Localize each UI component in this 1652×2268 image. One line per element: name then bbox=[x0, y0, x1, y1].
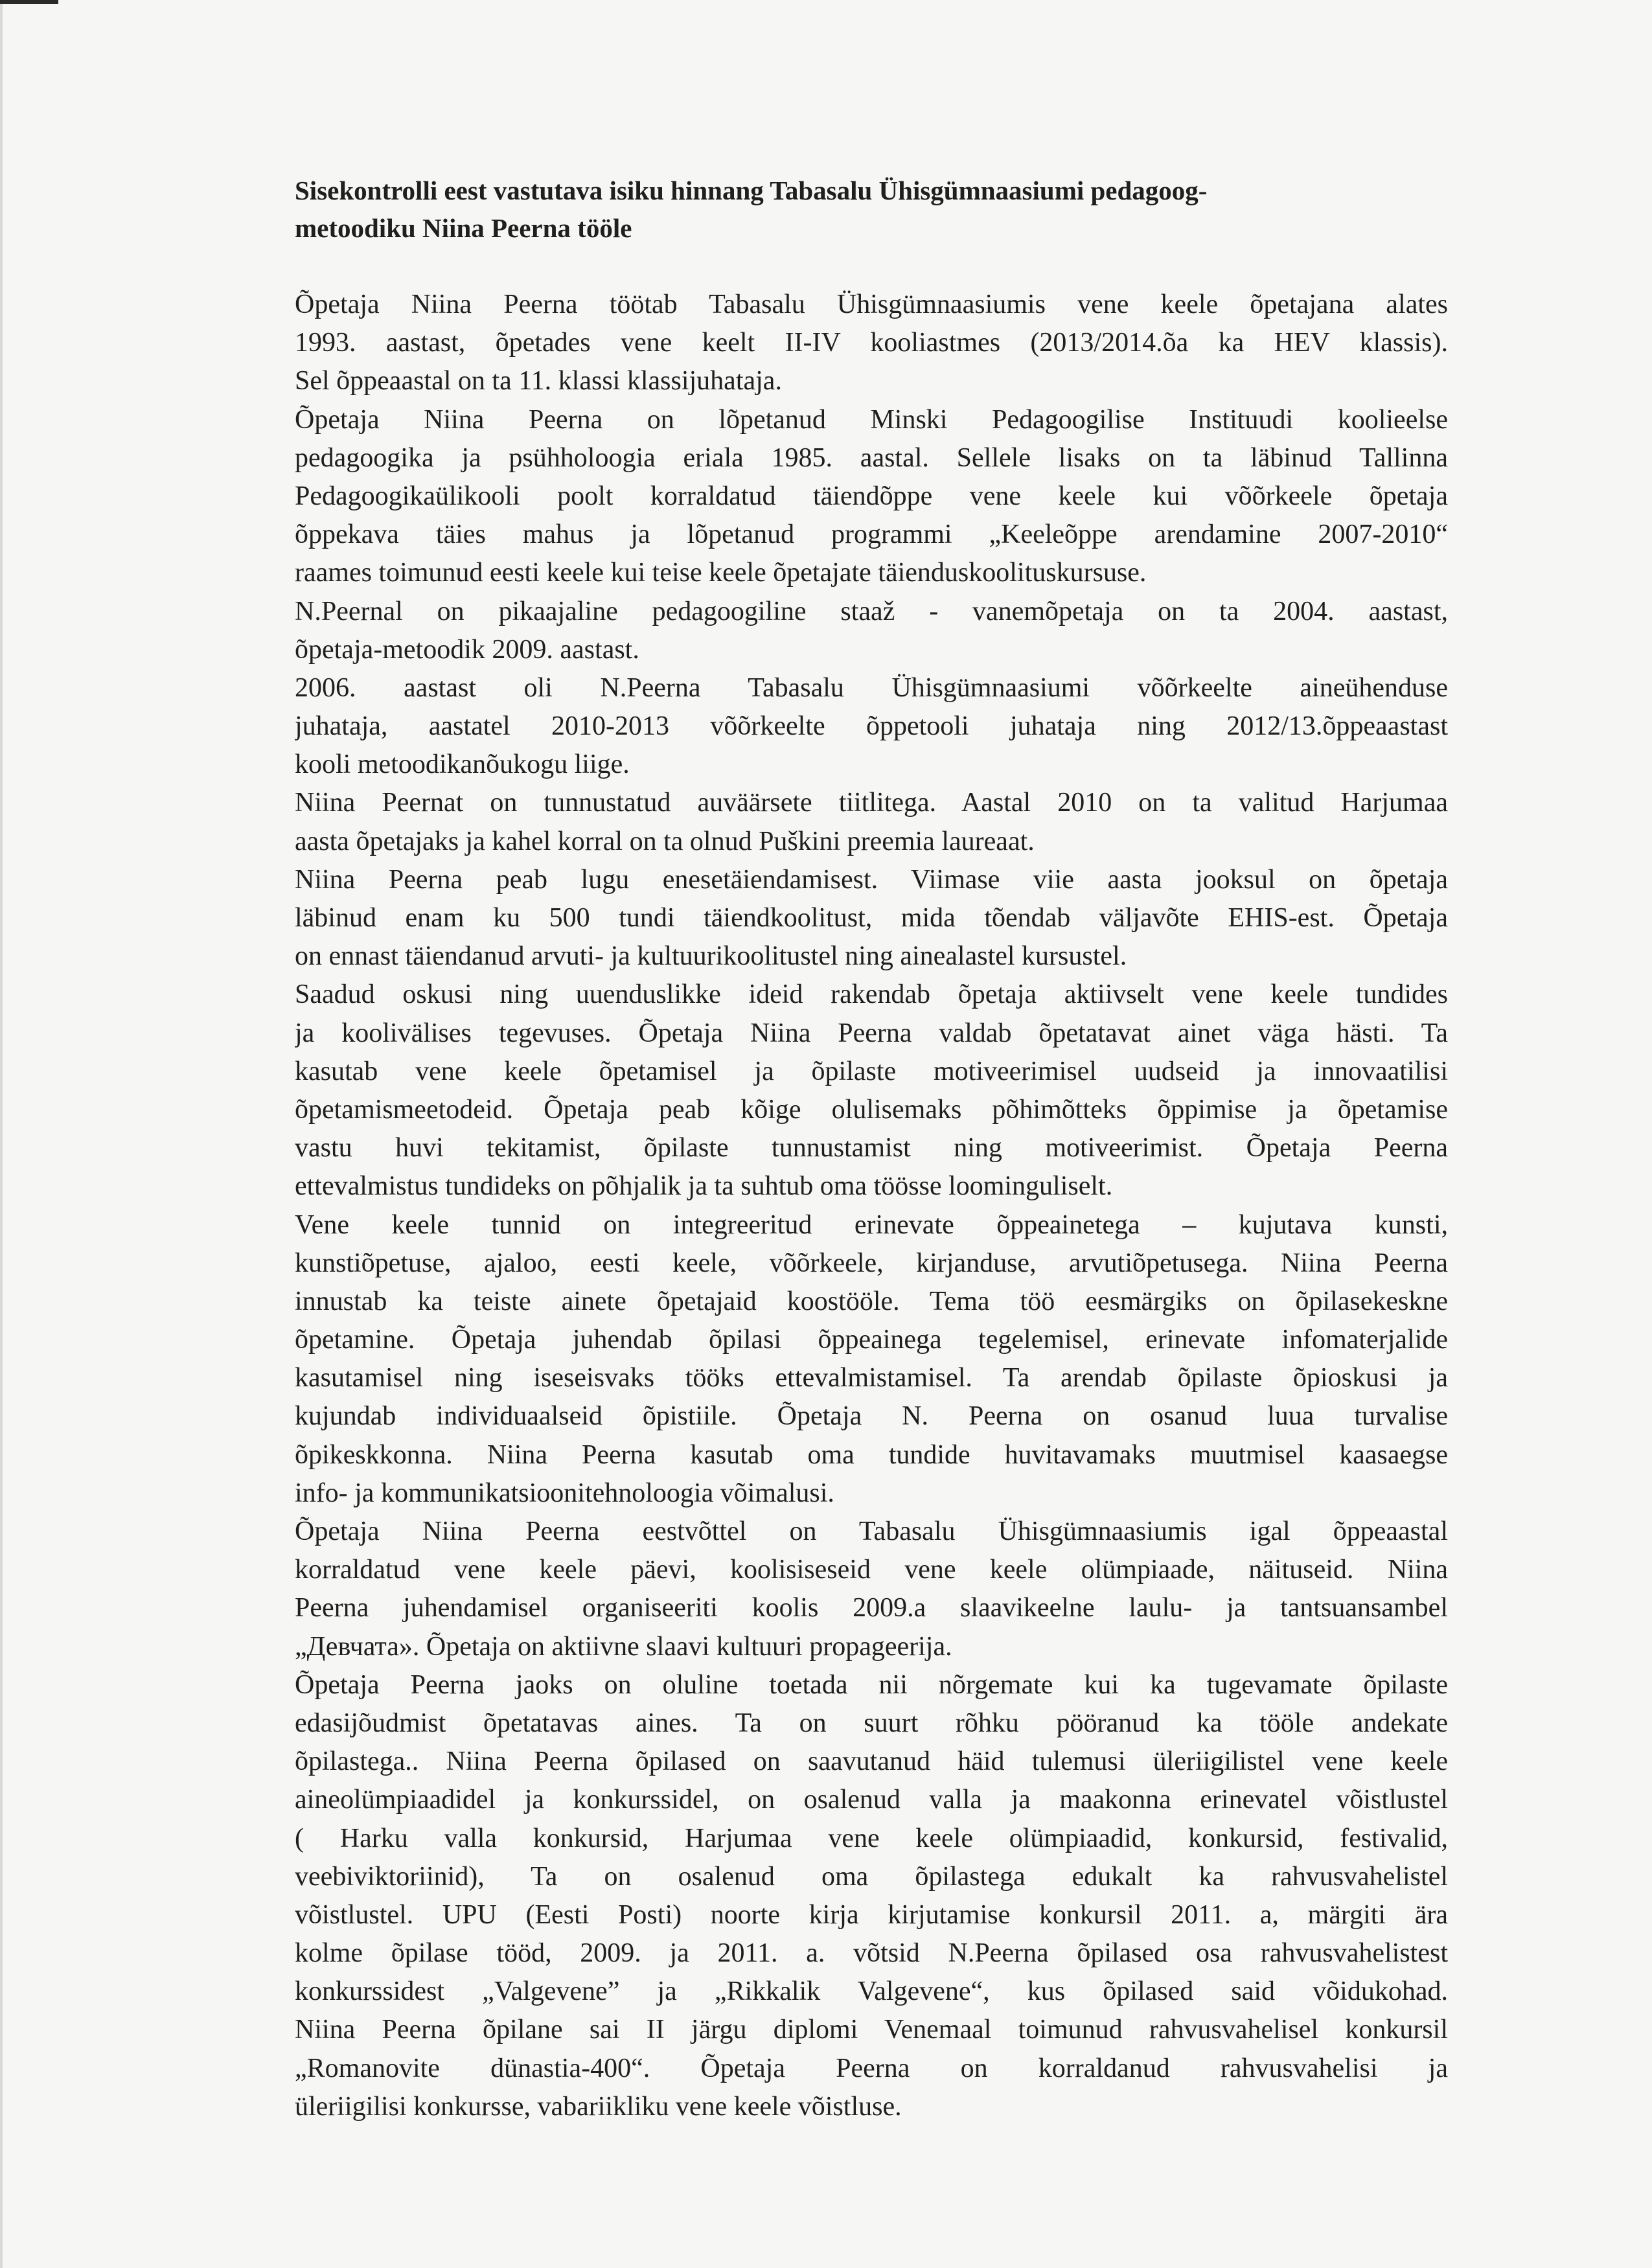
text-line: Õpetaja Niina Peerna on lõpetanud Minski Pedagoogilise Instituudi koolieelse bbox=[295, 404, 1448, 435]
document-body bbox=[295, 172, 1448, 2126]
text-line: konkurssidest „Valgevene” ja „Rikkalik Valgevene“, kus õpilased said võidukohad. bbox=[295, 1976, 1448, 2007]
text-line: üleriigilisi konkursse, vabariikliku vene keele võistluse. bbox=[295, 2091, 902, 2122]
text-line: „Romanovite dünastia-400“. Õpetaja Peerna on korraldanud rahvusvahelisi ja bbox=[295, 2053, 1448, 2083]
text-line: aineolümpiaadidel ja konkurssidel, on osalenud valla ja maakonna erinevatel võistlustel bbox=[295, 1785, 1448, 1815]
text-line: „Девчата». Õpetaja on aktiivne slaavi kultuuri propageerija. bbox=[295, 1631, 952, 1662]
paragraph bbox=[295, 976, 1448, 1206]
paragraph bbox=[295, 784, 1448, 860]
text-line: on ennast täiendanud arvuti- ja kultuurikoolitustel ning ainealastel kursustel. bbox=[295, 941, 1127, 972]
text-line: Pedagoogikaülikooli poolt korraldatud täiendõppe vene keele kui võõrkeele õpetaja bbox=[295, 481, 1448, 511]
text-line: korraldatud vene keele päevi, koolisiseseid vene keele olümpiaade, näituseid. Niina bbox=[295, 1555, 1448, 1585]
text-line: Saadud oskusi ning uuenduslikke ideid rakendab õpetaja aktiivselt vene keele tundides bbox=[295, 979, 1448, 1010]
text-line: vastu huvi tekitamist, õpilaste tunnustamist ning motiveerimist. Õpetaja Peerna bbox=[295, 1133, 1448, 1163]
text-line: veebiviktoriinid), Ta on osalenud oma õpilastega edukalt ka rahvusvahelistel bbox=[295, 1861, 1448, 1892]
text-line: ( Harku valla konkursid, Harjumaa vene keele olümpiaadid, konkursid, festivalid, bbox=[295, 1823, 1448, 1853]
text-line: ja koolivälises tegevuses. Õpetaja Niina Peerna valdab õpetatavat ainet väga hästi. Ta bbox=[295, 1018, 1448, 1048]
text-line: kasutamisel ning iseseisvaks tööks ettevalmistamisel. Ta arendab õpilaste õpioskusi ja bbox=[295, 1363, 1448, 1393]
text-line: õpetaja-metoodik 2009. aastast. bbox=[295, 634, 639, 665]
scan-left-edge bbox=[0, 0, 3, 2268]
text-line: Peerna juhendamisel organiseeriti koolis 2009.a slaavikeelne laulu- ja tantsuansambel bbox=[295, 1593, 1448, 1623]
paragraph bbox=[295, 1206, 1448, 1513]
text-line: Õpetaja Peerna jaoks on oluline toetada nii nõrgemate kui ka tugevamate õpilaste bbox=[295, 1669, 1448, 1700]
paragraph bbox=[295, 861, 1448, 976]
text-line: õpetamismeetodeid. Õpetaja peab kõige olulisemaks põhimõtteks õppimise ja õpetamise bbox=[295, 1094, 1448, 1125]
text-line: edasijõudmist õpetatavas aines. Ta on suurt rõhku pööranud ka tööle andekate bbox=[295, 1708, 1448, 1738]
text-line: kooli metoodikanõukogu liige. bbox=[295, 750, 630, 780]
text-line: võistlustel. UPU (Eesti Posti) noorte kirja kirjutamise konkursil 2011. a, märgiti ära bbox=[295, 1899, 1448, 1930]
text-line: kolme õpilase tööd, 2009. ja 2011. a. võtsid N.Peerna õpilased osa rahvusvahelistest bbox=[295, 1938, 1448, 1969]
paragraph bbox=[295, 669, 1448, 785]
paragraphs bbox=[295, 286, 1448, 2126]
text-line: õpilastega.. Niina Peerna õpilased on saavutanud häid tulemusi üleriigilistel vene keele bbox=[295, 1747, 1448, 1777]
text-line: info- ja kommunikatsioonitehnoloogia võimalusi. bbox=[295, 1478, 834, 1508]
paragraph bbox=[295, 286, 1448, 401]
text-line: kasutab vene keele õpetamisel ja õpilaste motiveerimisel uudseid ja innovaatilisi bbox=[295, 1056, 1448, 1086]
text-line: raames toimunud eesti keele kui teise keele õpetajate täienduskoolituskursuse. bbox=[295, 558, 1147, 588]
text-line: N.Peernal on pikaajaline pedagoogiline staaž - vanemõpetaja on ta 2004. aastast, bbox=[295, 596, 1448, 626]
text-line: õpikeskkonna. Niina Peerna kasutab oma tundide huvitavamaks muutmisel kaasaegse bbox=[295, 1439, 1448, 1470]
title-line: Sisekontrolli eest vastutava isiku hinnang Tabasalu Ühisgümnaasiumi pedagoog- bbox=[295, 176, 1208, 205]
text-line: Niina Peerna õpilane sai II järgu diplomi Venemaal toimunud rahvusvahelisel konkursil bbox=[295, 2015, 1448, 2045]
text-line: ettevalmistus tundideks on põhjalik ja ta suhtub oma töösse loominguliselt. bbox=[295, 1171, 1113, 1202]
text-line: 2006. aastast oli N.Peerna Tabasalu Ühisgümnaasiumi võõrkeelte aineühenduse bbox=[295, 672, 1448, 703]
text-line: kunstiõpetuse, ajaloo, eesti keele, võõrkeele, kirjanduse, arvutiõpetusega. Niina Peerna bbox=[295, 1248, 1448, 1278]
text-line: Õpetaja Niina Peerna eestvõttel on Tabasalu Ühisgümnaasiumis igal õppeaastal bbox=[295, 1517, 1448, 1546]
text-line: pedagoogika ja psühholoogia eriala 1985. aastal. Sellele lisaks on ta läbinud Tallinna bbox=[295, 442, 1448, 473]
text-line: kujundab individuaalseid õpistiile. Õpetaja N. Peerna on osanud luua turvalise bbox=[295, 1401, 1448, 1432]
text-line: Sel õppeaastal on ta 11. klassi klassijuhataja. bbox=[295, 366, 782, 396]
scan-corner-mark bbox=[0, 0, 58, 4]
text-line: õppekava täies mahus ja lõpetanud programmi „Keeleõppe arendamine 2007-2010“ bbox=[295, 520, 1448, 550]
text-line: Niina Peernat on tunnustatud auväärsete tiitlitega. Aastal 2010 on ta valitud Harjumaa bbox=[295, 788, 1448, 818]
text-line: Vene keele tunnid on integreeritud erinevate õppeainetega – kujutava kunsti, bbox=[295, 1209, 1448, 1240]
text-line: Õpetaja Niina Peerna töötab Tabasalu Ühisgümnaasiumis vene keele õpetajana alates bbox=[295, 290, 1448, 319]
text-line: Niina Peerna peab lugu enesetäiendamisest. Viimase viie aasta jooksul on õpetaja bbox=[295, 864, 1448, 895]
text-line: läbinud enam ku 500 tundi täiendkoolitust, mida tõendab väljavõte EHIS-est. Õpetaja bbox=[295, 903, 1448, 933]
title-line: metoodiku Niina Peerna tööle bbox=[295, 213, 632, 243]
document-title bbox=[295, 172, 1448, 247]
paragraph bbox=[295, 593, 1448, 669]
paragraph bbox=[295, 1513, 1448, 1666]
paragraph bbox=[295, 1666, 1448, 2126]
text-line: aasta õpetajaks ja kahel korral on ta olnud Puškini preemia laureaat. bbox=[295, 826, 1035, 856]
text-line: õpetamine. Õpetaja juhendab õpilasi õppeainega tegelemisel, erinevate infomaterjalide bbox=[295, 1325, 1448, 1355]
text-line: 1993. aastast, õpetades vene keelt II-IV kooliastmes (2013/2014.õa ka HEV klassis). bbox=[295, 328, 1448, 358]
text-line: juhataja, aastatel 2010-2013 võõrkeelte õppetooli juhataja ning 2012/13.õppeaastast bbox=[295, 711, 1448, 742]
text-line: innustab ka teiste ainete õpetajaid koostööle. Tema töö eesmärgiks on õpilasekeskne bbox=[295, 1286, 1448, 1316]
paragraph bbox=[295, 401, 1448, 593]
